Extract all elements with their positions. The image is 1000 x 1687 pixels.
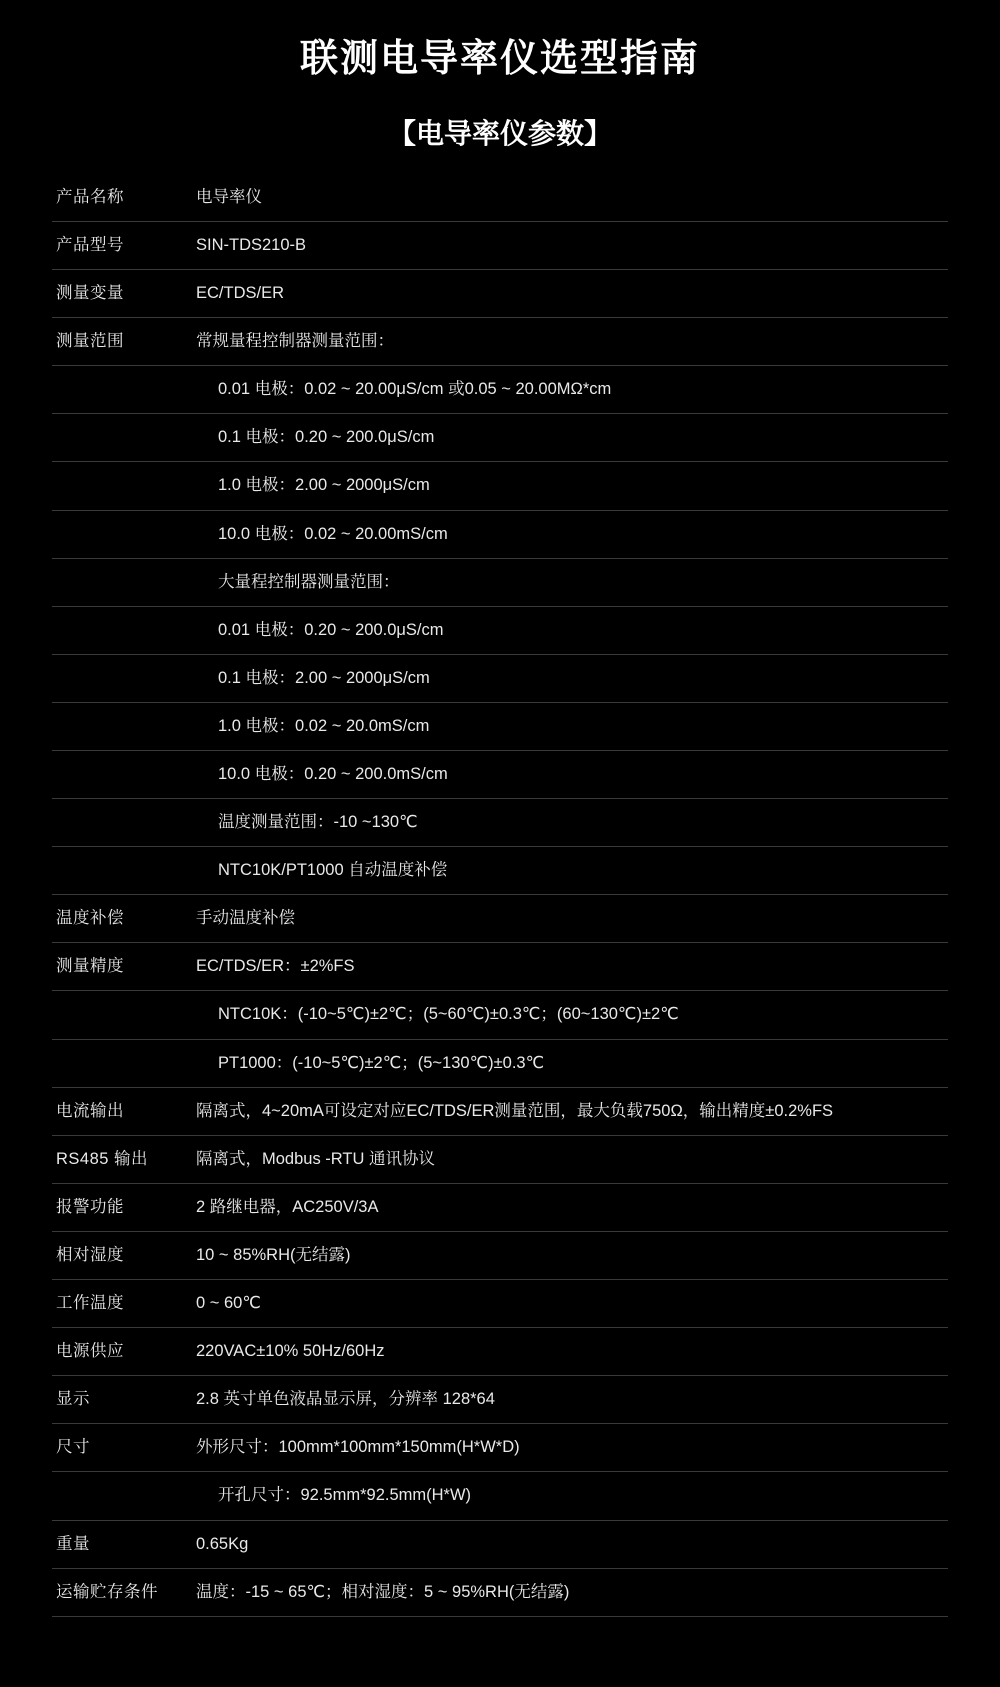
spec-label: RS485 输出 xyxy=(52,1135,192,1183)
table-row xyxy=(52,991,948,1039)
spec-value: 外形尺寸：100mm*100mm*150mm(H*W*D) xyxy=(192,1424,948,1472)
spec-value: 常规量程控制器测量范围： xyxy=(192,318,948,366)
table-row xyxy=(52,270,948,318)
spec-label-empty xyxy=(52,702,192,750)
table-row xyxy=(52,1376,948,1424)
specification-table xyxy=(52,174,948,1617)
spec-value: 0.1 电极：0.20 ~ 200.0μS/cm xyxy=(192,414,948,462)
spec-value: NTC10K：(-10~5℃)±2℃；(5~60℃)±0.3℃；(60~130℃)±2℃ xyxy=(192,991,948,1039)
table-row xyxy=(52,174,948,222)
table-row xyxy=(52,654,948,702)
spec-value: 10.0 电极：0.20 ~ 200.0mS/cm xyxy=(192,751,948,799)
spec-label: 工作温度 xyxy=(52,1280,192,1328)
spec-value: 0.65Kg xyxy=(192,1520,948,1568)
spec-label: 显示 xyxy=(52,1376,192,1424)
spec-label: 产品名称 xyxy=(52,174,192,222)
spec-value: SIN-TDS210-B xyxy=(192,221,948,269)
spec-label-empty xyxy=(52,751,192,799)
spec-label: 测量范围 xyxy=(52,318,192,366)
spec-label: 尺寸 xyxy=(52,1424,192,1472)
table-row xyxy=(52,1135,948,1183)
page-title: 联测电导率仪选型指南 xyxy=(299,38,700,80)
table-row xyxy=(52,847,948,895)
table-row xyxy=(52,751,948,799)
spec-value: 2 路继电器，AC250V/3A xyxy=(192,1183,948,1231)
spec-label: 温度补偿 xyxy=(52,895,192,943)
spec-label-empty xyxy=(52,1472,192,1520)
spec-value: 220VAC±10% 50Hz/60Hz xyxy=(192,1328,948,1376)
spec-value: EC/TDS/ER xyxy=(192,270,948,318)
spec-label: 运输贮存条件 xyxy=(52,1568,192,1616)
spec-label: 电流输出 xyxy=(52,1087,192,1135)
spec-value: 隔离式，Modbus -RTU 通讯协议 xyxy=(192,1135,948,1183)
spec-value: 大量程控制器测量范围： xyxy=(192,558,948,606)
spec-label: 相对湿度 xyxy=(52,1231,192,1279)
spec-label: 测量变量 xyxy=(52,270,192,318)
table-row xyxy=(52,414,948,462)
table-row xyxy=(52,943,948,991)
table-row xyxy=(52,606,948,654)
spec-label-empty xyxy=(52,847,192,895)
table-row xyxy=(52,1087,948,1135)
table-row xyxy=(52,1568,948,1616)
table-row xyxy=(52,1472,948,1520)
spec-value: 电导率仪 xyxy=(192,174,948,222)
table-row xyxy=(52,895,948,943)
spec-value: 手动温度补偿 xyxy=(192,895,948,943)
spec-label-empty xyxy=(52,366,192,414)
spec-value: 温度测量范围：-10 ~130℃ xyxy=(192,799,948,847)
table-row xyxy=(52,1231,948,1279)
table-row xyxy=(52,702,948,750)
specification-table-body xyxy=(52,174,948,1616)
spec-label-empty xyxy=(52,414,192,462)
table-row xyxy=(52,1328,948,1376)
spec-value: 1.0 电极：0.02 ~ 20.0mS/cm xyxy=(192,702,948,750)
spec-value: EC/TDS/ER：±2%FS xyxy=(192,943,948,991)
spec-value: 0.1 电极：2.00 ~ 2000μS/cm xyxy=(192,654,948,702)
spec-value: 0.01 电极：0.20 ~ 200.0μS/cm xyxy=(192,606,948,654)
spec-label-empty xyxy=(52,462,192,510)
spec-value: 0.01 电极：0.02 ~ 20.00μS/cm 或0.05 ~ 20.00MΩ*cm xyxy=(192,366,948,414)
table-row xyxy=(52,1520,948,1568)
spec-label-empty xyxy=(52,654,192,702)
table-row xyxy=(52,1183,948,1231)
table-row xyxy=(52,1424,948,1472)
table-row xyxy=(52,1039,948,1087)
spec-label: 电源供应 xyxy=(52,1328,192,1376)
page-bottom-spacer xyxy=(0,1617,1000,1657)
spec-value: 10 ~ 85%RH(无结露) xyxy=(192,1231,948,1279)
spec-label: 报警功能 xyxy=(52,1183,192,1231)
spec-label-empty xyxy=(52,558,192,606)
table-row xyxy=(52,510,948,558)
spec-value: 0 ~ 60℃ xyxy=(192,1280,948,1328)
spec-value: NTC10K/PT1000 自动温度补偿 xyxy=(192,847,948,895)
table-row xyxy=(52,799,948,847)
spec-label-empty xyxy=(52,510,192,558)
section-title: 【电导率仪参数】 xyxy=(387,117,612,149)
spec-value: 开孔尺寸：92.5mm*92.5mm(H*W) xyxy=(192,1472,948,1520)
table-row xyxy=(52,366,948,414)
table-row xyxy=(52,558,948,606)
spec-label: 产品型号 xyxy=(52,221,192,269)
spec-value: 2.8 英寸单色液晶显示屏，分辨率 128*64 xyxy=(192,1376,948,1424)
spec-value: 隔离式，4~20mA可设定对应EC/TDS/ER测量范围，最大负载750Ω，输出精度±0.2%FS xyxy=(192,1087,948,1135)
spec-value: 温度：-15 ~ 65℃；相对湿度：5 ~ 95%RH(无结露) xyxy=(192,1568,948,1616)
spec-label-empty xyxy=(52,799,192,847)
spec-value: 10.0 电极：0.02 ~ 20.00mS/cm xyxy=(192,510,948,558)
spec-label-empty xyxy=(52,991,192,1039)
table-row xyxy=(52,1280,948,1328)
spec-label: 测量精度 xyxy=(52,943,192,991)
table-row xyxy=(52,221,948,269)
table-row xyxy=(52,462,948,510)
spec-value: 1.0 电极：2.00 ~ 2000μS/cm xyxy=(192,462,948,510)
spec-value: PT1000：(-10~5℃)±2℃；(5~130℃)±0.3℃ xyxy=(192,1039,948,1087)
spec-label: 重量 xyxy=(52,1520,192,1568)
table-row xyxy=(52,318,948,366)
spec-label-empty xyxy=(52,1039,192,1087)
spec-label-empty xyxy=(52,606,192,654)
